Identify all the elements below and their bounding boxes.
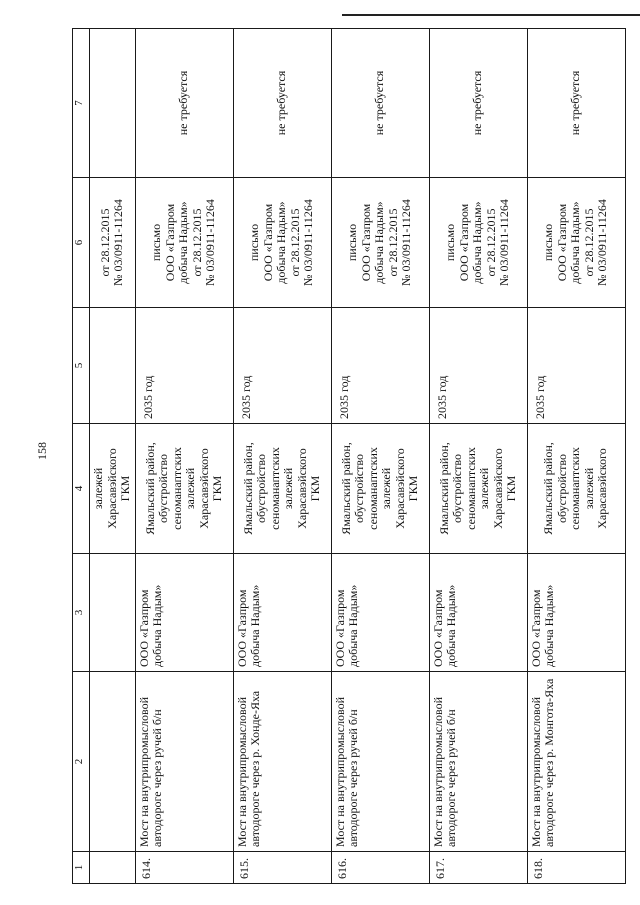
note-cell: не требуется xyxy=(233,29,331,178)
row-number: 617. xyxy=(429,852,527,884)
col-4-header: 4 xyxy=(73,424,90,554)
location-line: обустройство xyxy=(352,454,366,523)
cell-empty xyxy=(90,308,136,424)
note-cell: не требуется xyxy=(527,29,625,178)
document-line: добыча Надым» xyxy=(470,201,485,284)
location-line: Харасавэйского xyxy=(392,448,407,529)
cell-empty xyxy=(90,29,136,178)
location-cell xyxy=(233,424,331,554)
location-line: ГКМ xyxy=(504,475,518,502)
location-line: Харасавэйского xyxy=(196,448,211,529)
location-cell xyxy=(527,424,625,554)
location-line: Ямальский район, xyxy=(541,442,556,535)
year-cell: 2035 год xyxy=(331,308,429,424)
col-5-header: 5 xyxy=(73,308,90,424)
row-number: 616. xyxy=(331,852,429,884)
document-line: письмо xyxy=(149,223,164,262)
cell-empty xyxy=(90,852,136,884)
location-line: залежей xyxy=(477,467,491,510)
year-cell: 2035 год xyxy=(233,308,331,424)
document-line: ООО «Газпром xyxy=(456,203,471,282)
year-cell: 2035 год xyxy=(135,308,233,424)
object-name: Мост на внутрипромысловой автодороге через р. Хонде-Яха xyxy=(233,672,331,852)
organization: ООО «Газпром добыча Надым» xyxy=(429,554,527,672)
document-line: ООО «Газпром xyxy=(162,203,177,282)
location-line: сеноманаптских xyxy=(267,447,282,530)
table-row xyxy=(527,29,625,884)
location-cell xyxy=(331,424,429,554)
organization: ООО «Газпром добыча Надым» xyxy=(331,554,429,672)
document-line: № 03/0911-11264 xyxy=(301,199,316,286)
document-cell xyxy=(527,178,625,308)
location-line: залежей xyxy=(379,467,393,510)
note-cell: не требуется xyxy=(135,29,233,178)
col-3-header: 3 xyxy=(73,554,90,672)
document-line: добыча Надым» xyxy=(176,201,191,284)
document-line: от 28.12.2015 xyxy=(97,208,112,277)
location-line: Ямальский район, xyxy=(338,442,353,535)
location-cell xyxy=(90,424,136,554)
location-line: залежей xyxy=(281,467,295,510)
row-number: 615. xyxy=(233,852,331,884)
document-line: от 28.12.2015 xyxy=(581,208,596,277)
document-line: добыча Надым» xyxy=(372,201,387,284)
location-line: сеноманаптских xyxy=(568,447,583,530)
row-number: 618. xyxy=(527,852,625,884)
location-line: Харасавэйского xyxy=(595,448,610,529)
location-line: ГКМ xyxy=(210,475,224,502)
document-line: ООО «Газпром xyxy=(358,203,373,282)
object-name: Мост на внутрипромысловой автодороге через ручей б/н xyxy=(135,672,233,852)
document-line: письмо xyxy=(247,223,262,262)
year-cell: 2035 год xyxy=(429,308,527,424)
row-number: 614. xyxy=(135,852,233,884)
document-cell xyxy=(429,178,527,308)
object-name: Мост на внутрипромысловой автодороге через ручей б/н xyxy=(331,672,429,852)
document-cell xyxy=(331,178,429,308)
document-line: № 03/0911-11264 xyxy=(203,199,218,286)
document-line: от 28.12.2015 xyxy=(287,208,302,277)
object-name: Мост на внутрипромысловой автодороге через р. Монгота-Яха xyxy=(527,672,625,852)
table-row xyxy=(429,29,527,884)
note-cell: не требуется xyxy=(331,29,429,178)
location-line: Харасавэйского xyxy=(294,448,309,529)
location-line: залежей xyxy=(91,467,105,510)
location-line: обустройство xyxy=(554,454,569,523)
document-cell xyxy=(135,178,233,308)
col-6-header: 6 xyxy=(73,178,90,308)
location-line: Харасавэйского xyxy=(104,448,119,529)
document-line: ООО «Газпром xyxy=(554,203,569,282)
location-line: ГКМ xyxy=(118,475,132,502)
location-line: залежей xyxy=(581,467,596,510)
note-cell: не требуется xyxy=(429,29,527,178)
organization: ООО «Газпром добыча Надым» xyxy=(527,554,625,672)
document-line: от 28.12.2015 xyxy=(189,208,204,277)
document-line: добыча Надым» xyxy=(568,201,583,284)
document-line: № 03/0911-11264 xyxy=(111,199,126,286)
column-number-row xyxy=(73,29,90,884)
document-line: письмо xyxy=(345,223,360,262)
document-cell xyxy=(233,178,331,308)
document-line: № 03/0911-11264 xyxy=(595,199,610,286)
col-1-header: 1 xyxy=(73,852,90,884)
location-line: обустройство xyxy=(450,454,464,523)
cell-empty xyxy=(90,672,136,852)
year-cell: 2035 год xyxy=(527,308,625,424)
objects-table xyxy=(72,28,626,884)
table-header xyxy=(73,29,90,884)
document-line: № 03/0911-11264 xyxy=(497,199,512,286)
page-number: 158 xyxy=(35,442,49,460)
location-cell xyxy=(135,424,233,554)
document-cell xyxy=(90,178,136,308)
location-line: Ямальский район, xyxy=(142,442,157,535)
document-line: от 28.12.2015 xyxy=(385,208,400,277)
location-line: обустройство xyxy=(156,454,170,523)
location-cell xyxy=(429,424,527,554)
table-row xyxy=(233,29,331,884)
location-line: Ямальский район, xyxy=(436,442,451,535)
cell-empty xyxy=(90,554,136,672)
document-line: письмо xyxy=(541,223,556,262)
col-2-header: 2 xyxy=(73,672,90,852)
table-row xyxy=(135,29,233,884)
header-rule xyxy=(342,14,640,16)
col-7-header: 7 xyxy=(73,29,90,178)
location-line: ГКМ xyxy=(308,475,322,502)
organization: ООО «Газпром добыча Надым» xyxy=(233,554,331,672)
table-body xyxy=(90,29,626,884)
location-line: залежей xyxy=(183,467,197,510)
document-line: от 28.12.2015 xyxy=(483,208,498,277)
document-line: № 03/0911-11264 xyxy=(399,199,414,286)
rotated-table-container xyxy=(72,29,614,884)
organization: ООО «Газпром добыча Надым» xyxy=(135,554,233,672)
location-line: сеноманаптских xyxy=(365,447,380,530)
location-line: сеноманаптских xyxy=(463,447,478,530)
location-line: ГКМ xyxy=(406,475,420,502)
continuation-row xyxy=(90,29,136,884)
location-line: сеноманаптских xyxy=(169,447,184,530)
table-row xyxy=(331,29,429,884)
location-line: Ямальский район, xyxy=(240,442,255,535)
document-line: письмо xyxy=(443,223,458,262)
location-line: обустройство xyxy=(254,454,268,523)
document-line: добыча Надым» xyxy=(274,201,289,284)
object-name: Мост на внутрипромысловой автодороге через ручей б/н xyxy=(429,672,527,852)
location-line: Харасавэйского xyxy=(490,448,505,529)
document-line: ООО «Газпром xyxy=(260,203,275,282)
